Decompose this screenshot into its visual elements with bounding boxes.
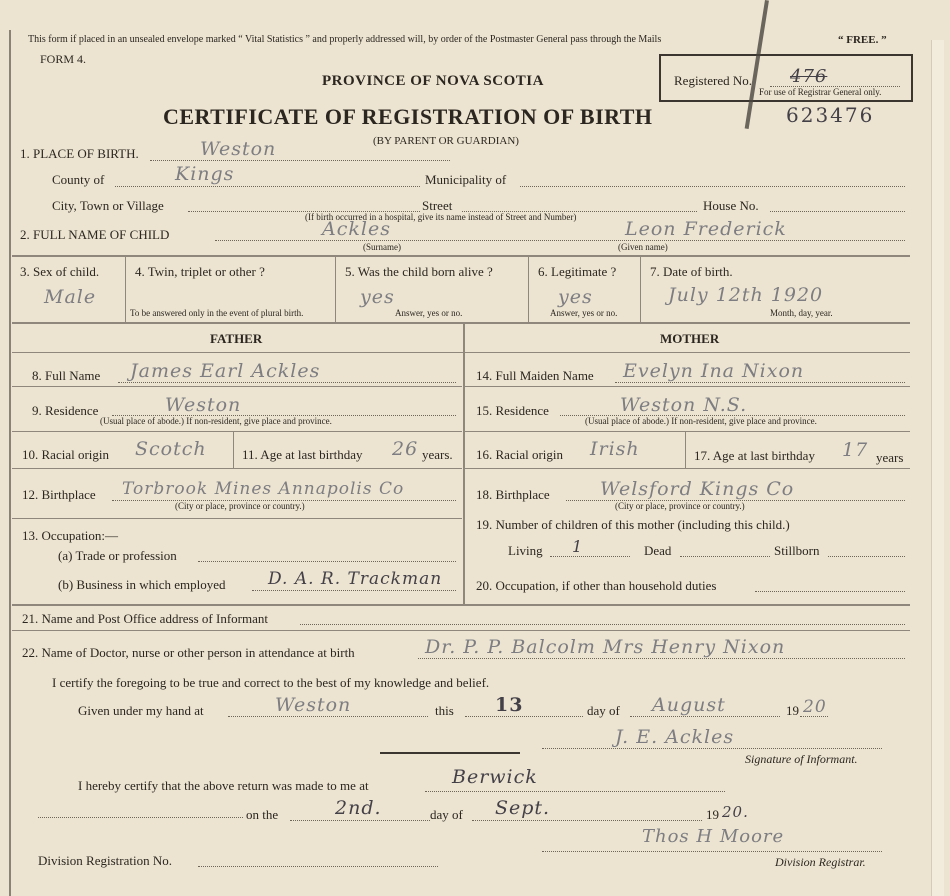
registrar-use-note: For use of Registrar General only.: [759, 87, 882, 97]
house-no-label: House No.: [703, 198, 759, 213]
informant-signature: J. E. Ackles: [615, 726, 735, 748]
father-business-value: D. A. R. Trackman: [268, 569, 443, 589]
mail-notice: This form if placed in an unsealed envelope marked “ Vital Statistics ” and properly addressed will, by order of the Postmaster General pass through the Mails: [28, 34, 662, 45]
mother-racial-label: 16. Racial origin: [476, 447, 564, 462]
dob-note: Month, day, year.: [770, 308, 833, 318]
father-age-label: 11. Age at last birthday: [242, 447, 363, 462]
father-name-value: James Earl Ackles: [130, 360, 321, 382]
given-day-value: 13: [495, 694, 524, 716]
mother-residence-value: Weston N.S.: [620, 394, 748, 416]
father-heading: FATHER: [210, 331, 263, 346]
place-of-birth-value: Weston: [200, 138, 277, 160]
mother-birthplace-note: (City or place, province or country.): [615, 501, 745, 511]
registrar-day-of-label: day of: [430, 807, 463, 822]
registrar-year-prefix: 19: [706, 807, 719, 822]
surname-caption: (Surname): [363, 242, 401, 252]
paper-edge: [931, 40, 944, 896]
informant-signature-label: Signature of Informant.: [745, 752, 858, 766]
street-label: Street: [422, 198, 453, 213]
sex-label: 3. Sex of child.: [20, 264, 100, 279]
province-heading: PROVINCE OF NOVA SCOTIA: [322, 73, 544, 89]
mother-name-value: Evelyn Ina Nixon: [623, 360, 805, 382]
this-label: this: [435, 703, 454, 718]
father-years-label: years.: [422, 447, 453, 462]
signature-rule: [380, 752, 520, 754]
mother-name-label: 14. Full Maiden Name: [476, 368, 594, 383]
given-under-label: Given under my hand at: [78, 703, 204, 718]
father-birthplace-label: 12. Birthplace: [22, 487, 96, 502]
mother-racial-value: Irish: [590, 438, 640, 460]
mother-residence-label: 15. Residence: [476, 403, 549, 418]
day-of-label: day of: [587, 703, 620, 718]
attendant-value: Dr. P. P. Balcolm Mrs Henry Nixon: [425, 636, 786, 658]
informant-address-label: 21. Name and Post Office address of Informant: [22, 611, 268, 626]
child-name-label: 2. FULL NAME OF CHILD: [20, 227, 170, 242]
left-border: [9, 30, 11, 896]
registrar-certify-text: I hereby certify that the above return was made to me at: [78, 778, 369, 793]
on-the-label: on the: [246, 807, 279, 822]
sex-value: Male: [44, 286, 97, 308]
county-label: County of: [52, 172, 105, 187]
registered-label: Registered No.: [674, 73, 752, 88]
born-alive-label: 5. Was the child born alive ?: [345, 264, 493, 279]
county-value: Kings: [175, 163, 235, 185]
place-of-birth-label: 1. PLACE OF BIRTH.: [20, 146, 139, 161]
free-notice: “ FREE. ”: [838, 34, 887, 46]
division-registration-label: Division Registration No.: [38, 853, 172, 868]
living-value: 1: [572, 537, 584, 556]
child-surname: Ackles: [322, 218, 391, 240]
attendant-label: 22. Name of Doctor, nurse or other person in attendance at birth: [22, 645, 355, 660]
father-residence-label: 9. Residence: [32, 403, 99, 418]
mother-birthplace-value: Welsford Kings Co: [600, 478, 795, 500]
hospital-note: (If birth occurred in a hospital, give its name instead of Street and Number): [305, 212, 577, 222]
division-registrar-label: Division Registrar.: [775, 855, 866, 869]
dob-label: 7. Date of birth.: [650, 264, 733, 279]
born-alive-value: yes: [360, 286, 395, 308]
municipality-label: Municipality of: [425, 172, 507, 187]
father-occupation-label: 13. Occupation:—: [22, 528, 119, 543]
father-name-label: 8. Full Name: [32, 368, 101, 383]
mother-children-label: 19. Number of children of this mother (including this child.): [476, 517, 790, 532]
mother-occupation-label: 20. Occupation, if other than household duties: [476, 578, 717, 593]
given-year-value: 20: [803, 697, 827, 717]
registered-number: 476: [790, 66, 828, 87]
stamp-number: 623476: [786, 103, 875, 127]
father-business-label: (b) Business in which employed: [58, 577, 226, 592]
father-trade-label: (a) Trade or profession: [58, 548, 177, 563]
given-place-value: Weston: [275, 694, 352, 716]
informant-certify-text: I certify the foregoing to be true and correct to the best of my knowledge and belief.: [52, 675, 490, 690]
mother-birthplace-label: 18. Birthplace: [476, 487, 550, 502]
stillborn-label: Stillborn: [774, 543, 820, 558]
registrar-signature: Thos H Moore: [642, 826, 785, 847]
dead-label: Dead: [644, 543, 672, 558]
given-name-caption: (Given name): [618, 242, 668, 252]
registrar-place-value: Berwick: [452, 766, 538, 788]
father-racial-label: 10. Racial origin: [22, 447, 110, 462]
mother-heading: MOTHER: [660, 331, 720, 346]
registrar-year-value: 20.: [722, 803, 749, 821]
column-divider: [463, 324, 465, 604]
father-abode-note: (Usual place of abode.) If non-resident, give place and province.: [100, 416, 332, 426]
mother-age-value: 17: [842, 439, 869, 461]
father-birthplace-value: Torbrook Mines Annapolis Co: [122, 479, 405, 499]
living-label: Living: [508, 543, 543, 558]
legitimate-note: Answer, yes or no.: [550, 308, 618, 318]
twin-label: 4. Twin, triplet or other ?: [135, 264, 265, 279]
form-number: FORM 4.: [40, 52, 87, 66]
mother-abode-note: (Usual place of abode.) If non-resident, give place and province.: [585, 416, 817, 426]
father-residence-value: Weston: [165, 394, 242, 416]
city-label: City, Town or Village: [52, 198, 164, 213]
father-racial-value: Scotch: [135, 438, 207, 460]
given-month-value: August: [652, 694, 726, 716]
child-given-name: Leon Frederick: [625, 218, 787, 240]
father-birthplace-note: (City or place, province or country.): [175, 501, 305, 511]
registrar-month-value: Sept.: [495, 797, 551, 819]
father-age-value: 26: [392, 438, 419, 460]
page-subtitle: (BY PARENT OR GUARDIAN): [373, 135, 519, 147]
mother-age-label: 17. Age at last birthday: [694, 448, 815, 463]
page-title: CERTIFICATE OF REGISTRATION OF BIRTH: [163, 104, 653, 129]
dob-value: July 12th 1920: [668, 284, 824, 306]
born-alive-note: Answer, yes or no.: [395, 308, 463, 318]
given-year-prefix: 19: [786, 703, 799, 718]
legitimate-value: yes: [558, 286, 593, 308]
legitimate-label: 6. Legitimate ?: [538, 264, 617, 279]
twin-note: To be answered only in the event of plural birth.: [130, 308, 304, 318]
mother-years-label: years: [876, 450, 904, 465]
registrar-day-value: 2nd.: [335, 797, 382, 819]
